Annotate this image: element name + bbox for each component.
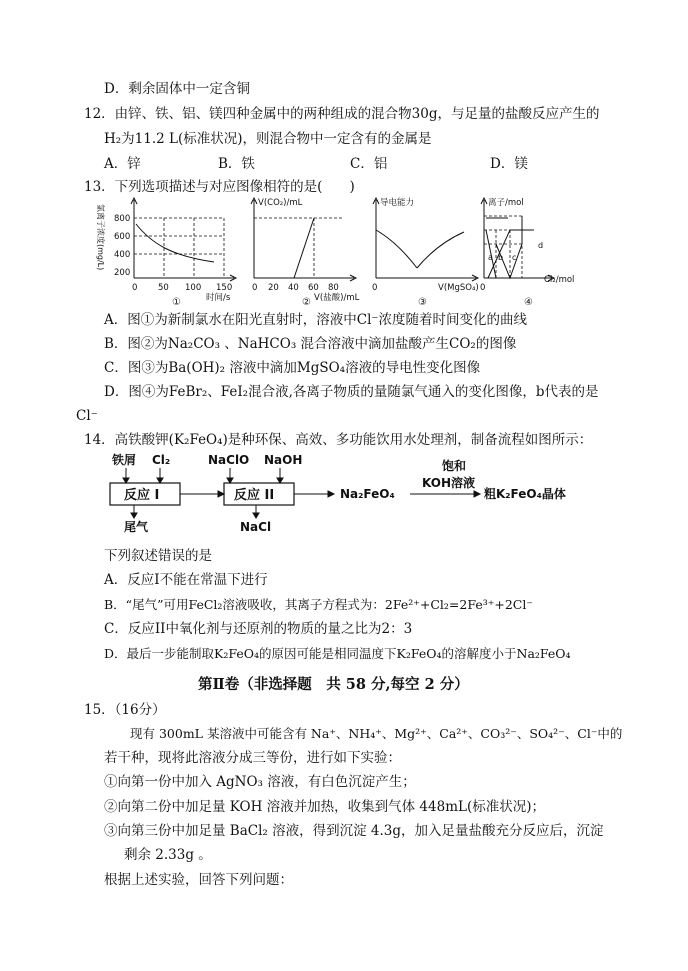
graph2-xtick: 80 xyxy=(328,283,339,293)
q14-option-d: D．最后一步能制取K₂FeO₄的原因可能是相同温度下K₂FeO₄的溶解度小于Na₂FeO₄ xyxy=(104,646,571,661)
flow-box-reaction2-label: 反应 II xyxy=(234,488,275,503)
q13-graphs xyxy=(92,194,592,306)
q15-experiment-2: ②向第二份中加足量 KOH 溶液并加热，收集到气体 448mL(标准状况)； xyxy=(104,799,546,815)
q11-option-d: D．剩余固体中一定含铜 xyxy=(104,81,250,97)
q14-option-a: A．反应I不能在常温下进行 xyxy=(104,572,268,588)
flow-input-iron: 铁屑 xyxy=(112,453,137,467)
graph2-xtick: 60 xyxy=(308,283,319,293)
graph4-ylabel: 离子/mol xyxy=(488,198,524,208)
graph1-xtick: 50 xyxy=(158,283,169,293)
q14-flow-diagram xyxy=(104,450,594,536)
flow-condition-line1: 饱和 xyxy=(442,459,467,473)
flow-condition-line2: KOH溶液 xyxy=(422,476,476,490)
q15-experiment-1: ①向第一份中加入 AgNO₃ 溶液，有白色沉淀产生； xyxy=(104,774,416,790)
graph1-ytick: 400 xyxy=(114,250,131,260)
q12-option-d: D．镁 xyxy=(490,156,528,172)
q12-stem-line2: H₂为11.2 L(标准状况)，则混合物中一定含有的金属是 xyxy=(104,131,432,147)
graph2-ylabel: V(CO₂)/mL xyxy=(258,198,303,208)
flow-input-naoh: NaOH xyxy=(264,453,303,467)
q15-experiment-3-line1: ③向第三份中加足量 BaCl₂ 溶液，得到沉淀 4.3g，加入足量盐酸充分反应后，沉淀 xyxy=(104,823,604,839)
graph4-curve-d: d xyxy=(538,241,544,250)
graph2-xlabel: V(盐酸)/mL xyxy=(314,293,360,303)
flow-output-nacl: NaCl xyxy=(240,520,272,534)
q12-stem-line1: 12．由锌、铁、铝、镁四种金属中的两种组成的混合物30g，与足量的盐酸反应产生的 xyxy=(84,106,600,122)
part2-title: 第Ⅱ卷（非选择题 共 58 分,每空 2 分） xyxy=(198,676,469,693)
graph-1 xyxy=(131,198,236,281)
q15-paragraph-line2: 若干种，现将此溶液分成三等份，进行如下实验： xyxy=(104,750,401,766)
q12-option-b: B．铁 xyxy=(218,156,255,172)
graph-4 xyxy=(481,198,554,281)
graph4-xtick: 0 xyxy=(480,283,486,293)
graph2-xtick: 0 xyxy=(252,283,258,293)
graph1-ytick: 200 xyxy=(114,268,131,278)
graph1-xtick: 0 xyxy=(132,283,138,293)
graph3-ylabel: 导电能力 xyxy=(380,198,415,208)
q12-option-a: A．锌 xyxy=(104,156,141,172)
graph-2 xyxy=(251,198,356,281)
graph4-curve-b: b xyxy=(498,253,504,262)
graph1-ytick: 800 xyxy=(114,214,131,224)
q14-option-b: B．“尾气”可用FeCl₂溶液吸收，其离子方程式为：2Fe²⁺+Cl₂=2Fe³⁺+2Cl⁻ xyxy=(104,597,533,612)
graph2-xtick: 20 xyxy=(268,283,279,293)
graph3-number: ③ xyxy=(418,297,427,306)
q13-option-d-line2: Cl⁻ xyxy=(76,408,98,424)
q14-option-c: C．反应II中氧化剂与还原剂的物质的量之比为2：3 xyxy=(104,621,413,637)
graph1-ylabel: 氯离子浓度(mg/L) xyxy=(96,204,105,271)
graph1-xtick: 150 xyxy=(216,283,233,293)
flow-input-naclo: NaClO xyxy=(208,453,250,467)
flow-product: 粗K₂FeO₄晶体 xyxy=(484,487,566,501)
graph4-curve-a: a xyxy=(488,253,493,262)
graph2-xtick: 40 xyxy=(288,283,299,293)
flow-box-reaction1-label: 反应 I xyxy=(124,488,160,503)
q14-stem: 14．高铁酸钾(K₂FeO₄)是种环保、高效、多功能饮用水处理剂，制备流程如图所示： xyxy=(84,432,593,448)
graph4-curve-c: c xyxy=(512,253,517,262)
graph3-xlabel: V(MgSO₄) xyxy=(438,283,479,293)
q13-option-a: A．图①为新制氯水在阳光直射时，溶液中Cl⁻浓度随着时间变化的曲线 xyxy=(104,312,528,328)
graph1-number: ① xyxy=(172,297,181,306)
graph3-xtick: 0 xyxy=(372,283,378,293)
q15-experiment-3-line2: 剩余 2.33g 。 xyxy=(124,847,212,863)
graph1-xlabel: 时间/s xyxy=(206,293,231,303)
flow-output-tailgas: 尾气 xyxy=(124,520,149,534)
q12-option-c: C．铝 xyxy=(350,156,388,172)
graph4-number: ④ xyxy=(524,297,533,306)
flow-intermediate: Na₂FeO₄ xyxy=(340,487,395,501)
flow-input-cl2: Cl₂ xyxy=(152,453,171,467)
graph4-xlabel: Cl₂/mol xyxy=(544,275,575,285)
q13-option-c: C．图③为Ba(OH)₂ 溶液中滴加MgSO₄溶液的导电性变化图像 xyxy=(104,360,481,376)
q13-stem: 13．下列选项描述与对应图像相符的是( ) xyxy=(84,179,355,195)
q13-option-d-line1: D．图④为FeBr₂、FeI₂混合液,各离子物质的量随氯气通入的变化图像，b代表的是 xyxy=(104,384,599,400)
q14-ask: 下列叙述错误的是 xyxy=(104,548,212,564)
graph-3 xyxy=(373,198,478,281)
q15-ask: 根据上述实验，回答下列问题： xyxy=(104,872,293,888)
q15-paragraph-line1: 现有 300mL 某溶液中可能含有 Na⁺、NH₄⁺、Mg²⁺、Ca²⁺、CO₃²⁻、SO₄²⁻、Cl⁻中的 xyxy=(130,726,623,741)
q13-option-b: B．图②为Na₂CO₃ 、NaHCO₃ 混合溶液中滴加盐酸产生CO₂的图像 xyxy=(104,336,517,352)
graph1-xtick: 100 xyxy=(185,283,202,293)
graph2-number: ② xyxy=(302,297,311,306)
graph1-ytick: 600 xyxy=(114,232,131,242)
q15-head: 15．（16分） xyxy=(84,702,166,718)
